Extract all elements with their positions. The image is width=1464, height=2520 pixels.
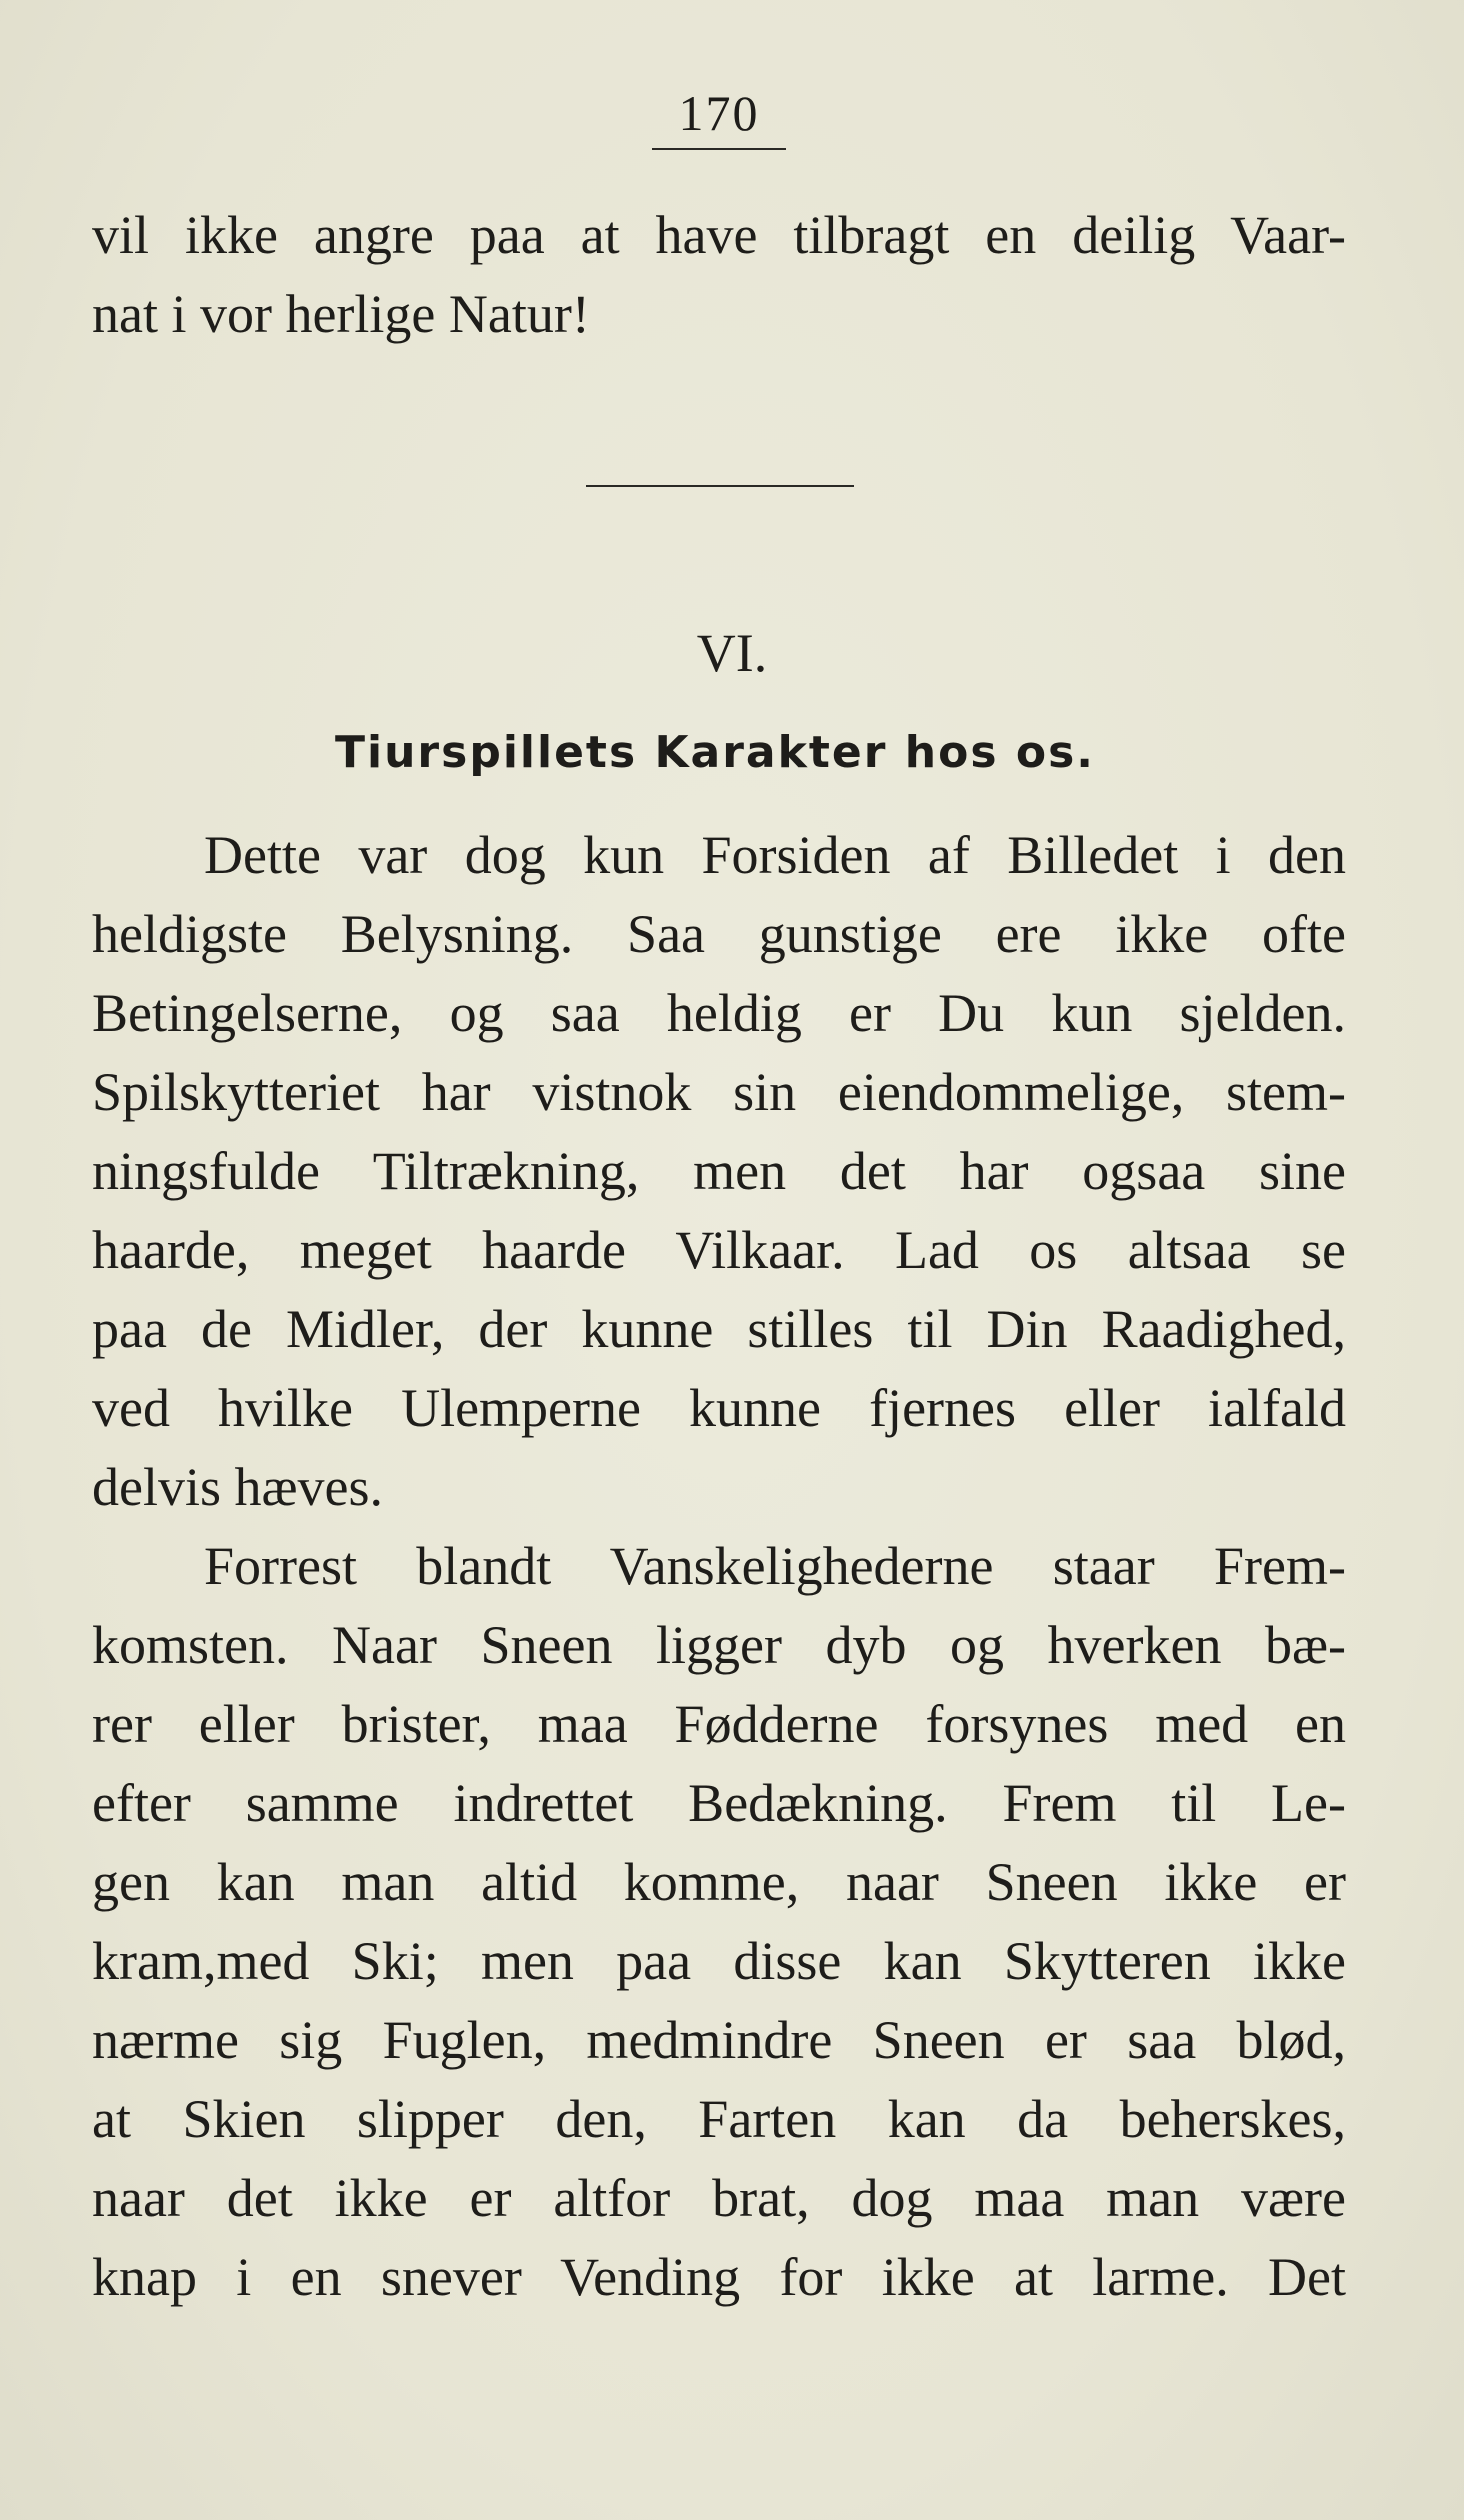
text-line: Forrest blandt Vanskelighederne staar Frem- [204, 1536, 1346, 1596]
text-line: ningsfulde Tiltrækning, men det har ogsaa sine [92, 1141, 1346, 1201]
text-line: nærme sig Fuglen, medmindre Sneen er saa blød, [92, 2010, 1346, 2070]
text-line: at Skien slipper den, Farten kan da beherskes, [92, 2089, 1346, 2149]
text-line: nat i vor herlige Natur! [92, 284, 590, 344]
text-line: Dette var dog kun Forsiden af Billedet i den [204, 825, 1346, 885]
text-line: Spilskytteriet har vistnok sin eiendommelige, stem- [92, 1062, 1346, 1122]
page-number: 170 [678, 85, 760, 141]
text-line: haarde, meget haarde Vilkaar. Lad os altsaa se [92, 1220, 1346, 1280]
section-number: VI. [696, 623, 768, 683]
text-line: komsten. Naar Sneen ligger dyb og hverken bæ- [92, 1615, 1346, 1675]
text-line: naar det ikke er altfor brat, dog maa man være [92, 2168, 1346, 2228]
text-line: heldigste Belysning. Saa gunstige ere ikke ofte [92, 904, 1346, 964]
text-line: Betingelserne, og saa heldig er Du kun sjelden. [92, 983, 1346, 1043]
page-number-underline [652, 148, 786, 150]
text-line: vil ikke angre paa at have tilbragt en deilig Vaar- [92, 205, 1346, 265]
text-line: rer eller brister, maa Fødderne forsynes med en [92, 1694, 1346, 1754]
text-line: gen kan man altid komme, naar Sneen ikke er [92, 1852, 1346, 1912]
text-line: delvis hæves. [92, 1457, 383, 1517]
body-text [92, 816, 1346, 2317]
text-line: paa de Midler, der kunne stilles til Din Raadighed, [92, 1299, 1346, 1359]
text-line: kram,med Ski; men paa disse kan Skytteren ikke [92, 1931, 1346, 1991]
text-line: ved hvilke Ulemperne kunne fjernes eller ialfald [92, 1378, 1346, 1438]
top-paragraph [92, 196, 1346, 354]
text-line: efter samme indrettet Bedækning. Frem til Le- [92, 1773, 1346, 1833]
text-line: knap i en snever Vending for ikke at larme. Det [92, 2247, 1346, 2307]
section-title: Tiurspillets Karakter hos os. [335, 727, 1095, 778]
section-divider [586, 485, 854, 487]
